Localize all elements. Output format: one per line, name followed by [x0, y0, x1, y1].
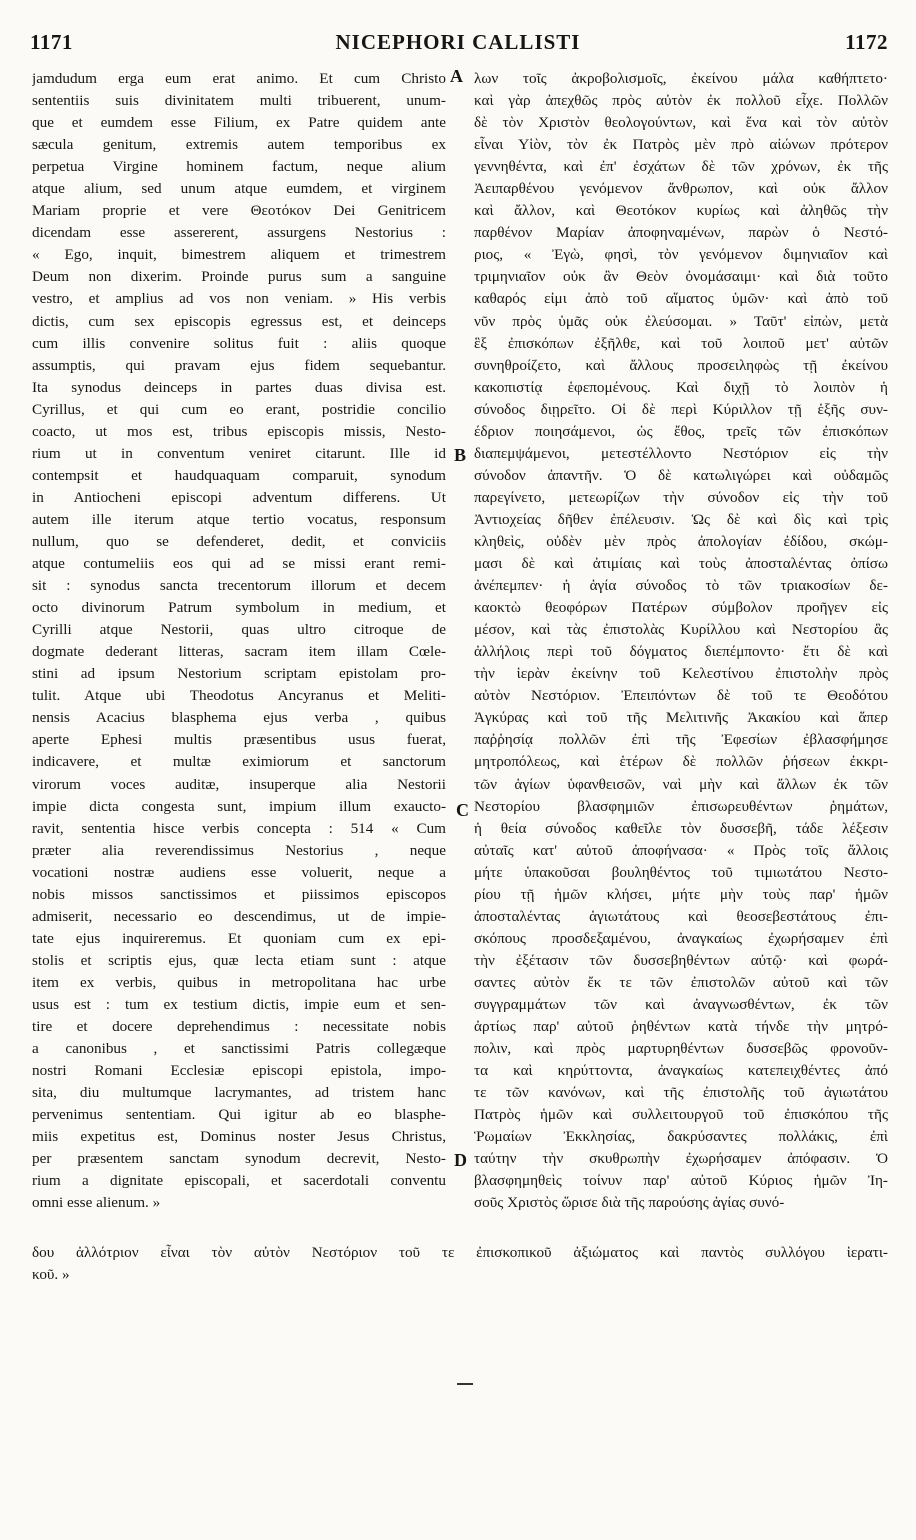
greek-text-line: ἡ θεία σύνοδος καθεῖλε τὸν δυσσεβῆ, τάδε λέξεσιν	[474, 819, 888, 837]
latin-text-line: Cyrillus, et qui cum eo erant, postridie concilio	[32, 400, 446, 418]
greek-text-line: διαπεμψάμενοι, μετεστέλλοντο Νεστόριον εἰς τὴν	[474, 444, 888, 462]
greek-text-line: Ἀγκύρας καὶ τοῦ τῆς Μελιτινῆς Ἀκακίου καὶ ἅπερ	[474, 709, 888, 727]
latin-text-line: jamdudum erga eum erat animo. Et cum Christo	[32, 70, 446, 87]
greek-text-line: ἀνέπεμπεν· ἡ ἁγία σύνοδος τὸ τῶν τριακοσίων δε-	[474, 577, 888, 595]
latin-text-line: virorum voces auditæ, insuperque alia Nestorii	[32, 775, 446, 793]
latin-text-line: stolis et scriptis ejus, quæ lecta etiam sunt : atque	[32, 951, 446, 969]
latin-text-line: Ita synodus deinceps in partes duas divisa est.	[32, 378, 446, 396]
latin-text-line: dicendam esse assererent, assurgens Nestorius :	[32, 224, 446, 242]
latin-text-line: omni esse alienum. »	[32, 1194, 161, 1212]
greek-text-line: νῦν πρὸς ὑμᾶς οὐκ ἐλεύσομαι. » Ταῦτ' εἰπὼν, μετὰ	[474, 312, 888, 330]
latin-text-line: assumptis, qui pravam ejus fidem sequebantur.	[32, 356, 446, 374]
greek-text-line: σκόπους προσδεξαμένου, ἀναγκαίως ἐχωρήσαμεν ἐπὶ	[474, 929, 888, 947]
greek-text-line: ἀρτίως παρ' αὐτοῦ ῥηθέντων κατὰ τήνδε τὴν μητρό-	[474, 1018, 888, 1036]
greek-text-line: τῶν ἁγίων ὑφανθεισῶν, ναὶ μὴν καὶ ἄλλων ἐκ τῶν	[474, 775, 888, 793]
greek-text-line: ἀποσταλέντας ἁγιωτάτους καὶ θεοσεβεστάτους ἐπι-	[474, 907, 888, 925]
latin-text-line: sæcula genitum, extremis autem temporibus ex	[32, 136, 446, 154]
greek-text-line: Ἀειπαρθένου γενόμενον ἄνθρωπον, καὶ οὐκ ἄλλον	[474, 180, 888, 198]
latin-text-line: admiserit, necessario eo descendimus, ut de impie-	[32, 907, 446, 925]
latin-text-line: autem ille iterum atque tertio vocatus, responsum	[32, 510, 446, 528]
greek-continuation	[32, 1242, 888, 1286]
greek-text-line: σύνοδον ἀπαντῆν. Ὁ δὲ κατωλιγώρει καὶ οὐδαμῶς	[474, 466, 888, 484]
greek-text-line: Ῥωμαίων Ἐκκλησίας, δακρύσαντες πολλάκις, ἐπὶ	[474, 1128, 888, 1146]
latin-text-line: atque alium, sed unum atque eumdem, et virginem	[32, 180, 446, 198]
latin-text-line: que et eumdem esse Filium, ex Patre quidem ante	[32, 114, 446, 132]
section-marker-d: D	[454, 1150, 467, 1170]
latin-text-line: tate ejus inquireremus. Et quoniam cum ex epi-	[32, 929, 446, 947]
page-number-right: 1172	[845, 30, 888, 54]
greek-continuation-line: κοῦ. »	[32, 1266, 70, 1284]
latin-text-line: Cyrilli atque Nestorii, quas ultro citroque de	[32, 621, 446, 639]
greek-text-line: παρθένον Μαρίαν ἀποφηναμένων, παρὼν ὁ Νεστό-	[474, 224, 888, 242]
latin-text-line: nostri Romani Ecclesiæ episcopi epistola, impo-	[32, 1062, 446, 1080]
greek-text-line: τε τῶν κανόνων, καὶ τῆς ἐπιστολῆς τοῦ ἁγιωτάτου	[474, 1084, 888, 1102]
latin-text-line: sit : synodus sancta trecentorum illorum et decem	[32, 577, 446, 595]
latin-text-line: ravit, sententia hisce verbis concepta : 514 « Cum	[32, 819, 446, 837]
greek-text-line: μητροπόλεως, καὶ ἑτέρων δὲ πολλῶν ῥήσεων ἐκκρι-	[474, 753, 888, 771]
latin-text-line: nobis missos sanctissimos et piissimos episcopos	[32, 885, 446, 903]
greek-text-line: σύνοδος διῃρεῖτο. Οἱ δὲ περὶ Κύριλλον τῇ ἑξῆς συν-	[474, 400, 888, 418]
greek-text-line: εἶναι Υἱὸν, τὸν ἐκ Πατρὸς μὲν πρὸ αἰώνων πρότερον	[474, 136, 888, 154]
latin-text-line: miis expetitus est, Dominus noster Jesus Christus,	[32, 1128, 446, 1146]
latin-text-line: dictis, cum sex episcopis egressus est, et deinceps	[32, 312, 446, 330]
greek-text-line: ἀλλήλοις περὶ τοῦ δόγματος διεπέμποντο· ἔτι δὲ καὶ	[474, 643, 888, 661]
latin-text-line: contempsit et haudquaquam comparuit, synodum	[32, 466, 446, 484]
greek-text-line: μασι δὲ καὶ ἀτιμίαις καὶ τοὺς ἀποσταλέντας ὀπίσω	[474, 555, 888, 573]
end-rule	[457, 1383, 473, 1385]
greek-text-line: μήτε ὑπακοῦσαι βουληθέντος τοῦ τιμιωτάτου Νεστο-	[474, 863, 888, 881]
latin-text-line: « Ego, inquit, bimestrem aliquem et trimestrem	[32, 246, 446, 264]
greek-text-line: ρίου τῇ ἡμῶν κλήσει, μήτε μὴν τοὺς παρ' ἡμῶν	[474, 885, 888, 903]
latin-text-line: indicavere, et multæ eximiorum et sanctorum	[32, 753, 446, 771]
greek-text-line: σαντες αὐτὸν ἔκ τε τῶν ἐπιστολῶν αὐτοῦ καὶ τῶν	[474, 973, 888, 991]
greek-text-line: Πατρὸς ἡμῶν καὶ συλλειτουργοῦ τοῦ ἐπισκόπου τῆς	[474, 1106, 888, 1124]
greek-text-line: μέσον, καὶ τὰς ἐπιστολὰς Κυρίλλου καὶ Νεστορίου ἃς	[474, 621, 888, 639]
latin-text-line: in Antiocheni episcopi adventum differens. Ut	[32, 488, 446, 506]
section-marker-b: B	[454, 445, 467, 465]
latin-text-line: a canonibus , et sanctissimi Patris collegæque	[32, 1040, 446, 1058]
greek-text-line: ριος, « Ἐγὼ, φησὶ, τὸν γενόμενον διμηνιαῖον καὶ	[474, 246, 888, 264]
greek-column	[474, 68, 888, 1214]
latin-text-line: sita, diu multumque lacrymantes, ad tristem hanc	[32, 1084, 446, 1102]
greek-text-line: καὶ γὰρ ἀπεχθῶς πρὸς αὐτὸν ἐκ πολλοῦ εἶχε. Πολλῶν	[474, 92, 888, 110]
greek-text-line: βλασφημηθεὶς τοίνυν παρ' αὐτοῦ Κύριος ἡμῶν Ἰη-	[474, 1172, 888, 1190]
page-number-left: 1171	[30, 30, 73, 54]
greek-text-line: γεννηθέντα, καὶ ἐπ' ἐσχάτων δὲ τῶν χρόνων, ἐκ τῆς	[474, 158, 888, 176]
section-marker-c: C	[456, 800, 469, 820]
latin-text-line: tire et docere deprehendimus : necessitate nobis	[32, 1018, 446, 1036]
greek-text-line: Ἀντιοχείας δῆθεν ἐπέλευσιν. Ὡς δὲ καὶ δὶς καὶ τρὶς	[474, 510, 888, 528]
greek-text-line: τριμηνιαῖον οὐκ ἂν Θεὸν ὀνομάσαιμι· καὶ διὰ τοῦτο	[474, 268, 888, 286]
greek-text-line: λων τοῖς ἀκροβολισμοῖς, ἐκείνου μάλα καθήπτετο·	[474, 70, 888, 87]
greek-text-line: καθαρός εἰμι ἀπὸ τοῦ αἵματος ὑμῶν· καὶ ἀπὸ τοῦ	[474, 290, 888, 308]
greek-text-line: τὴν ἱερὰν ἐκείνην τοῦ Κελεστίνου ἐπιστολὴν πρὸς	[474, 665, 888, 683]
greek-text-line: αὐτὸν Νεστόριον. Ἐπειπόντων δὲ τοῦ τε Θεοδότου	[474, 687, 888, 705]
greek-text-line: έδριον ποιησάμενοι, ὡς ἔθος, τρεῖς τῶν ἐπισκόπων	[474, 422, 888, 440]
latin-text-line: per præsentem sanctam synodum decrevit, Nesto-	[32, 1150, 446, 1168]
greek-text-line: συγγραμμάτων τῶν καὶ ἀναγνωσθέντων, ἐκ τῶν	[474, 995, 888, 1013]
latin-text-line: rium ut in conventum veniret citarunt. Ille id	[32, 444, 446, 462]
greek-text-line: σοῦς Χριστὸς ὥρισε διὰ τῆς παρούσης ἁγίας συνό-	[474, 1194, 785, 1212]
latin-text-line: vestro, et amplius ad vos non veniam. » His verbis	[32, 290, 446, 308]
latin-text-line: usus est : tum ex testium dictis, impie eum et sen-	[32, 995, 446, 1013]
greek-text-line: κακοπιστίᾳ ἑφεπομένους. Καὶ διχῇ τὸ λοιπὸν ἡ	[474, 378, 888, 396]
greek-text-line: καοκτὼ θεοφόρων Πατέρων σύμβολον προῆγεν εἰς	[474, 599, 888, 617]
greek-text-line: ταύτην τὴν σκυθρωπὴν ἐχωρήσαμεν ἀπόφασιν. Ὁ	[474, 1150, 888, 1168]
latin-text-line: coacto, ut mos est, tribus episcopis missis, Nesto-	[32, 422, 446, 440]
greek-text-line: δὲ τὸν Χριστὸν θεολογούντων, καὶ ἕνα καὶ τὸν αὐτὸν	[474, 114, 888, 132]
latin-text-line: rium a dignitate episcopali, et sacerdotali conventu	[32, 1172, 446, 1190]
latin-text-line: sententiis suis divinitatem multi tribuerent, unum-	[32, 92, 446, 110]
greek-text-line: τὴν ἐξέτασιν τῶν δυσσεβηθέντων αὐτῷ· καὶ φωρά-	[474, 951, 888, 969]
greek-text-line: ἓξ ἐπισκόπων ἐξῆλθε, καὶ τοῦ λοιποῦ μετ' αὐτῶν	[474, 334, 888, 352]
latin-text-line: nensis Acacius blasphema ejus verba , quibus	[32, 709, 446, 727]
latin-text-line: Mariam proprie et vere Θεοτόκον Dei Genitricem	[32, 202, 446, 220]
greek-text-line: τα καὶ κηρύττοντα, ἀναγκαίως κατεπειχθέντες ἀπό	[474, 1062, 888, 1080]
latin-text-line: tulit. Atque ubi Theodotus Ancyranus et Meliti-	[32, 687, 446, 705]
greek-text-line: παρεγίνετο, μετεωρίζων τὴν σύνοδον εἰς τὴν τοῦ	[474, 488, 888, 506]
greek-text-line: πολιν, καὶ πρὸς μαρτυρηθέντων δυσσεβῶς φρονοῦν-	[474, 1040, 888, 1058]
greek-text-line: Νεστορίου βλασφημιῶν ἐπισωρευθέντων ῥημάτων,	[474, 797, 888, 815]
greek-text-line: συνηθροίζετο, καὶ ἄλλους προσειληφὼς τῇ ἐκείνου	[474, 356, 888, 374]
latin-text-line: atque contumeliis eos qui ad se missi erant remi-	[32, 555, 446, 573]
latin-column	[32, 68, 446, 1214]
latin-text-line: stini ad ipsum Nestorium scriptam epistolam pro-	[32, 665, 446, 683]
latin-text-line: octo divinorum Patrum symbolum in medium, et	[32, 599, 446, 617]
latin-text-line: perpetua Virgine hominem factum, neque alium	[32, 158, 446, 176]
greek-text-line: καὶ ἄλλον, καὶ Θεοτόκον κυρίως καὶ ἀληθῶς τὴν	[474, 202, 888, 220]
latin-text-line: nullum, quo se defenderet, dedit, et conviciis	[32, 532, 446, 550]
latin-text-line: impie dicta congesta sunt, impium illum exaucto-	[32, 797, 446, 815]
latin-text-line: vocationi nostræ audiens esse voluerit, neque a	[32, 863, 446, 881]
greek-text-line: παῤῥησίᾳ πολλῶν ἐπὶ τῆς Ἐφεσίων ἐβλασφήμησε	[474, 731, 888, 749]
latin-text-line: præter alia reverendissimus Nestorius , neque	[32, 841, 446, 859]
latin-text-line: item ex verbis, quibus in metropolitana hac urbe	[32, 973, 446, 991]
latin-text-line: cum illis convenire solitus fuit : aliis quoque	[32, 334, 446, 352]
latin-text-line: pervenimus sententiam. Qui igitur ab eo blasphe-	[32, 1106, 446, 1124]
latin-text-line: Deum non dixerim. Proinde purus sum a sanguine	[32, 268, 446, 286]
greek-text-line: αὐταῖς κατ' αὐτοῦ ἀποφήνασα· « Πρὸς τοῖς ἄλλοις	[474, 841, 888, 859]
greek-continuation-line: δου ἀλλότριον εἶναι τὸν αὐτὸν Νεστόριον τοῦ τε ἐπισκοπικοῦ ἀξιώματος καὶ παντὸς συλλόγου ἱερατι-	[32, 1244, 888, 1261]
running-title: NICEPHORI CALLISTI	[335, 30, 581, 54]
greek-text-line: κληθεὶς, οὐδὲν μὲν πρὸς ἀπολογίαν ἐδίδου, σκώμ-	[474, 532, 888, 550]
section-marker-a: A	[450, 66, 463, 86]
latin-text-line: dogmate dederant litteras, sacram item illam Cœle-	[32, 643, 446, 661]
latin-text-line: aperte Ephesi multis præsentibus usus fuerat,	[32, 731, 446, 749]
